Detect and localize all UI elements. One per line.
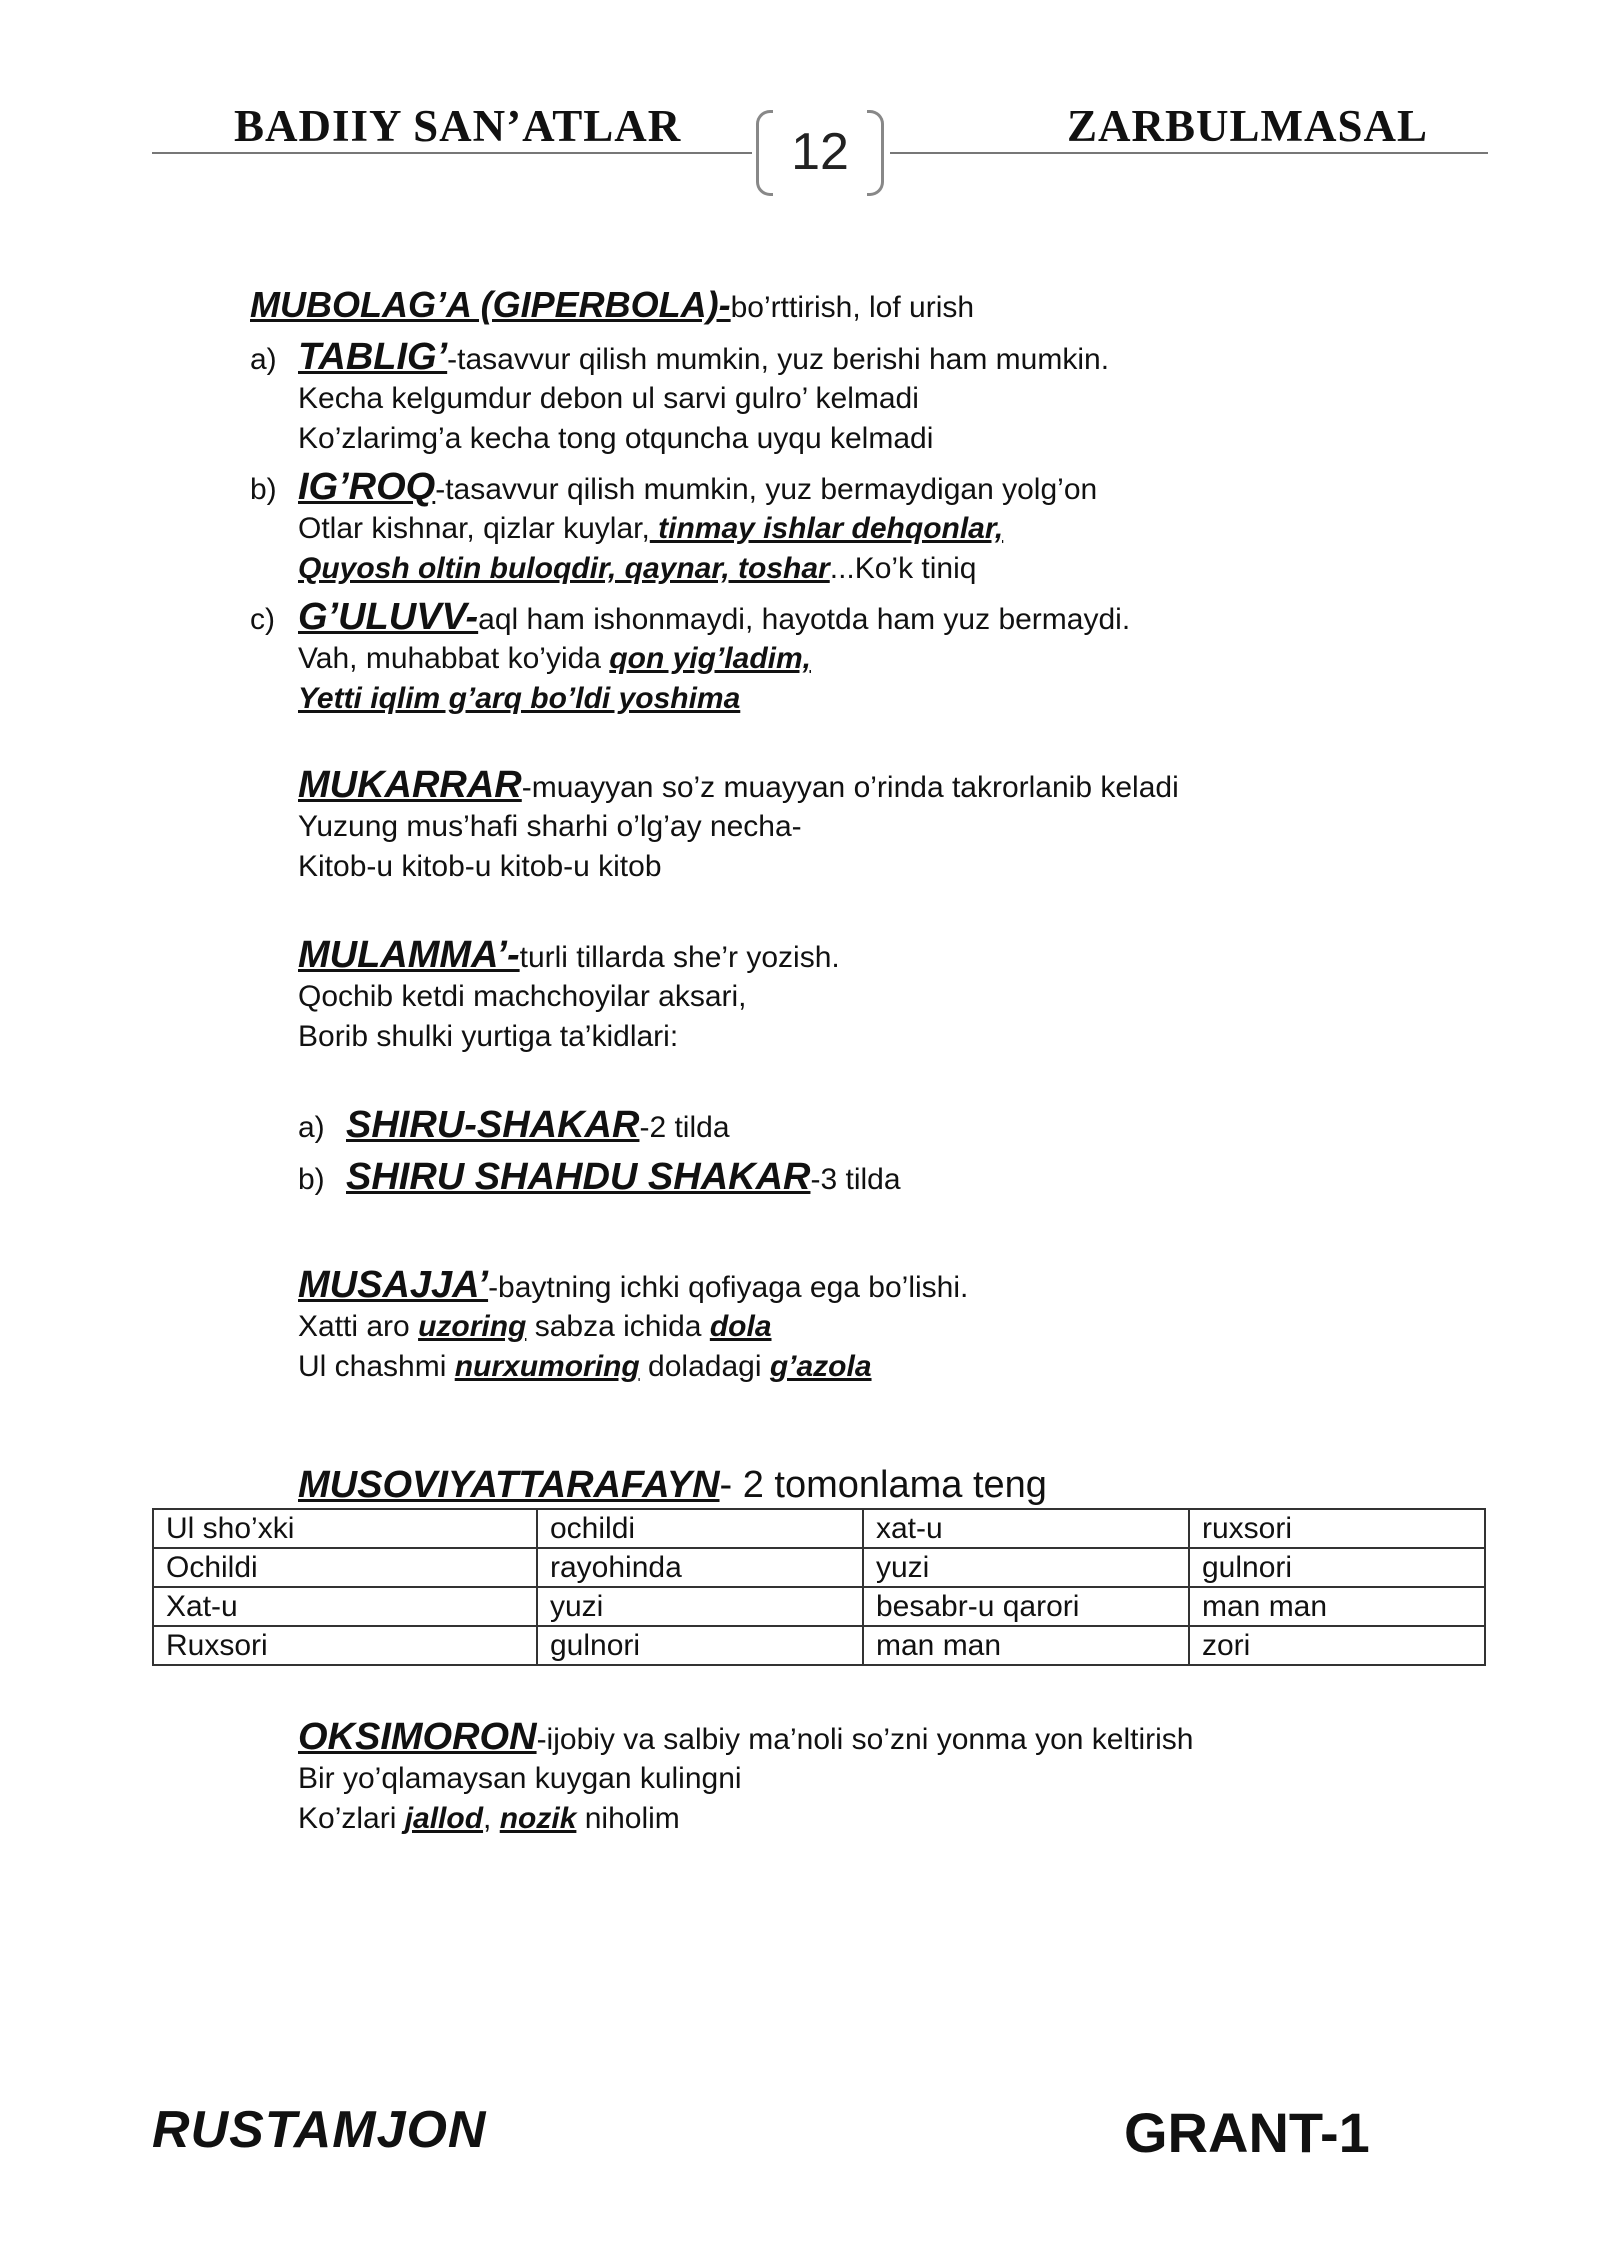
table-row (153, 1548, 1485, 1587)
table-cell: ruxsori (1189, 1509, 1485, 1548)
text-fragment: doladagi (639, 1350, 770, 1383)
musajja-heading (298, 1265, 968, 1308)
page-number: 12 (791, 123, 849, 181)
oksimoron-heading (298, 1717, 1194, 1760)
musajja-line-2 (298, 1347, 872, 1387)
oksimoron-line-2 (298, 1799, 680, 1839)
header-rule-left (152, 152, 752, 154)
header-rule-right (890, 152, 1488, 154)
musajja-desc: -baytning ichki qofiyaga ega bo’lishi. (488, 1271, 969, 1304)
text-fragment: Ul chashmi (298, 1350, 455, 1383)
mulamma-line-1: Qochib ketdi machchoyilar aksari, (298, 980, 747, 1013)
guluvv-line-1 (298, 639, 811, 679)
mubolaga-heading (250, 285, 974, 328)
igroq-line-1 (298, 509, 1003, 549)
guluvv-line-2: Yetti iqlim g’arq bo’ldi yoshima (298, 682, 741, 715)
table-cell: Xat-u (153, 1587, 537, 1626)
igroq-heading (250, 467, 1097, 510)
tablig-line-2: Ko’zlarimg’a kecha tong otquncha uyqu kelmadi (298, 422, 934, 455)
igroq-line-2 (298, 549, 976, 589)
term-mubolaga: MUBOLAG’A (GIPERBOLA)- (250, 284, 731, 325)
mubolaga-desc: bo’rttirish, lof urish (730, 291, 975, 324)
text-fragment: Xatti aro (298, 1310, 419, 1343)
mulamma-heading (298, 935, 840, 978)
igroq-line-2-plain: ...Ko’k tiniq (829, 552, 977, 585)
table-row (153, 1626, 1485, 1665)
table-cell: yuzi (537, 1587, 863, 1626)
musoviyat-table (152, 1508, 1486, 1666)
table-cell: man man (1189, 1587, 1485, 1626)
guluvv-line-1-emph: qon yig’ladim, (609, 642, 811, 675)
text-fragment: Ko’zlari (298, 1802, 405, 1835)
table-cell: xat-u (863, 1509, 1189, 1548)
list-marker: a) (298, 1111, 325, 1144)
list-marker: a) (250, 343, 277, 376)
igroq-line-1-plain: Otlar kishnar, qizlar kuylar, (298, 512, 650, 545)
table-cell: Ochildi (153, 1548, 537, 1587)
table-cell: Ul sho’xki (153, 1509, 537, 1548)
list-marker: c) (250, 603, 275, 636)
header-title-left: BADIIY SAN’ATLAR (234, 101, 682, 151)
term-oksimoron: OKSIMORON (298, 1716, 537, 1758)
term-guluvv: G’ULUVV- (298, 596, 479, 638)
footer-author: RUSTAMJON (152, 2101, 487, 2159)
rhyme-word: nurxumoring (454, 1350, 640, 1383)
term-musoviyat: MUSOVIYATTARAFAYN (298, 1464, 720, 1506)
list-marker: b) (298, 1163, 325, 1196)
term-igroq: IG’ROQ (298, 466, 436, 508)
rhyme-word: uzoring (418, 1310, 527, 1343)
musoviyat-desc: - 2 tomonlama teng (719, 1464, 1047, 1506)
term-shiru-shakar: SHIRU-SHAKAR (346, 1104, 640, 1146)
table-row (153, 1587, 1485, 1626)
shiru-shahdu-shakar-desc: -3 tilda (810, 1163, 901, 1196)
term-mukarrar: MUKARRAR (298, 764, 522, 806)
table-cell: rayohinda (537, 1548, 863, 1587)
igroq-line-1-emph: tinmay ishlar dehqonlar, (649, 512, 1004, 545)
mukarrar-desc: -muayyan so’z muayyan o’rinda takrorlanib keladi (521, 771, 1179, 804)
table-cell: Ruxsori (153, 1626, 537, 1665)
table-cell: yuzi (863, 1548, 1189, 1587)
table-cell: man man (863, 1626, 1189, 1665)
term-musajja: MUSAJJA’ (298, 1264, 489, 1306)
term-tablig: TABLIG’ (298, 336, 448, 378)
table-row (153, 1509, 1485, 1548)
table-cell: besabr-u qarori (863, 1587, 1189, 1626)
text-fragment: , (483, 1802, 500, 1835)
term-shiru-shahdu-shakar: SHIRU SHAHDU SHAKAR (346, 1156, 811, 1198)
list-marker: b) (250, 473, 277, 506)
table-cell: zori (1189, 1626, 1485, 1665)
rhyme-word: dola (709, 1310, 772, 1343)
rhyme-word: g’azola (769, 1350, 872, 1383)
shiru-shakar-item (298, 1105, 730, 1148)
oxymoron-word: nozik (499, 1802, 577, 1835)
footer-grant: GRANT-1 (1124, 2101, 1370, 2164)
shiru-shakar-desc: -2 tilda (639, 1111, 730, 1144)
guluvv-line-1-plain: Vah, muhabbat ko’yida (298, 642, 610, 675)
musajja-line-1 (298, 1307, 772, 1347)
table-cell: gulnori (1189, 1548, 1485, 1587)
oksimoron-desc: -ijobiy va salbiy ma’noli so’zni yonma yon keltirish (536, 1723, 1194, 1756)
guluvv-heading (250, 597, 1130, 640)
shiru-shahdu-shakar-item (298, 1157, 901, 1200)
text-fragment: sabza ichida (526, 1310, 710, 1343)
oksimoron-line-1: Bir yo’qlamaysan kuygan kulingni (298, 1762, 742, 1795)
page-number-box (756, 110, 884, 190)
oxymoron-word: jallod (404, 1802, 484, 1835)
tablig-line-1: Kecha kelgumdur debon ul sarvi gulro’ kelmadi (298, 382, 919, 415)
musoviyat-heading (298, 1465, 1047, 1505)
tablig-heading (250, 337, 1109, 380)
table-cell: gulnori (537, 1626, 863, 1665)
tablig-desc: -tasavvur qilish mumkin, yuz berishi ham mumkin. (447, 343, 1110, 376)
mukarrar-line-2: Kitob-u kitob-u kitob-u kitob (298, 850, 662, 883)
mukarrar-heading (298, 765, 1179, 808)
mukarrar-line-1: Yuzung mus’hafi sharhi o’lg’ay necha- (298, 810, 802, 843)
igroq-desc: -tasavvur qilish mumkin, yuz bermaydigan yolg’on (435, 473, 1098, 506)
term-mulamma: MULAMMA’- (298, 934, 520, 976)
header-title-right: ZARBULMASAL (1066, 101, 1428, 151)
mulamma-line-2: Borib shulki yurtiga ta’kidlari: (298, 1020, 679, 1053)
igroq-line-2-emph: Quyosh oltin buloqdir, qaynar, toshar (298, 552, 830, 585)
text-fragment: niholim (576, 1802, 680, 1835)
mulamma-desc: turli tillarda she’r yozish. (519, 941, 840, 974)
table-cell: ochildi (537, 1509, 863, 1548)
guluvv-desc: aql ham ishonmaydi, hayotda ham yuz bermaydi. (478, 603, 1131, 636)
page-header (152, 100, 1488, 200)
